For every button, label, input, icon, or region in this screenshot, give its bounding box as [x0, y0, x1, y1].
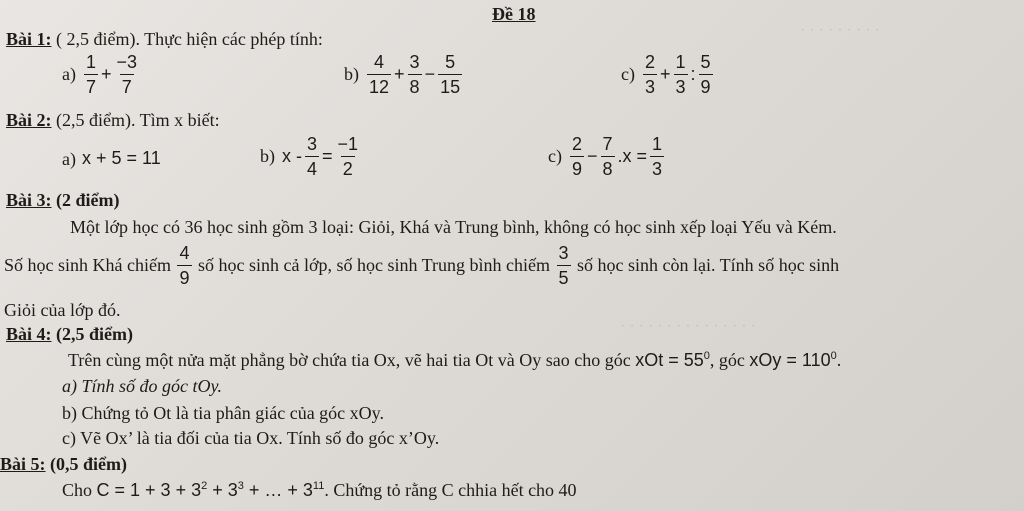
bai4-c: c) Vẽ Ox’ là tia đối của tia Ox. Tính số đo góc x’Oy.	[62, 428, 440, 448]
bai2-b: b) x - $\frac{3}{4}$ = $\frac{-1}{2}$	[260, 134, 359, 179]
fraction: $\frac{3}{4}$	[307, 134, 318, 179]
bai3-heading: Bài 3:	[6, 190, 52, 210]
bai3-desc: (2 điểm)	[51, 190, 120, 210]
bai1-heading: Bài 1:	[6, 29, 52, 49]
bai2-c-label: c)	[548, 146, 562, 166]
bai2-desc: (2,5 điểm). Tìm x biết:	[51, 110, 220, 130]
bai1-a: a) $\frac{1}{7}$ + $\frac{-3}{7}$	[62, 52, 138, 97]
bai5-line: Cho $C = 1 + 3 + 3^2 + 3^3$ + … + $3^{11}$. Chứng tỏ rằng C chhia hết cho 40	[62, 480, 577, 500]
fraction: $\frac{4}{12}$	[369, 52, 390, 97]
bai4-heading: Bài 4:	[6, 324, 52, 344]
bai3-line1: Một lớp học có 36 học sinh gồm 3 loại: Giỏi, Khá và Trung bình, không có học sinh xếp loại Yếu và Kém.	[70, 217, 837, 237]
bleed-text: · · · · · · · · ·	[800, 22, 880, 39]
bai2-a-label: a)	[62, 149, 76, 170]
bai2-b-label: b)	[260, 146, 275, 166]
bai3-line3: Giỏi của lớp đó.	[4, 300, 121, 320]
fraction: $\frac{-1}{2}$	[337, 134, 359, 179]
bai1-c: c) $\frac{2}{3}$ + $\frac{1}{3}$ : $\frac{5}{9}$	[621, 52, 711, 97]
fraction: $\frac{5}{9}$	[700, 52, 711, 97]
bai1-b: b) $\frac{4}{12}$ + $\frac{3}{8}$ − $\frac{5}{15}$	[344, 52, 461, 97]
bai3-line2: Số học sinh Khá chiếm $\frac{4}{9}$ số học sinh cả lớp, số học sinh Trung bình chiếm $\frac{3}{5}$ số học sinh còn lại. Tính số học sinh	[4, 243, 840, 288]
bai4-a: a) Tính số đo góc tOy.	[62, 376, 222, 396]
fraction: $\frac{-3}{7}$	[116, 52, 138, 97]
bai4-line1: Trên cùng một nửa mặt phẳng bờ chứa tia Ox, vẽ hai tia Ot và Oy sao cho góc xOt = $55^0$, góc xOy = $110^0$.	[68, 350, 842, 370]
bai1-c-label: c)	[621, 64, 635, 84]
bai2-c: c) $\frac{2}{9}$ − $\frac{7}{8}$ .x = $\frac{1}{3}$	[548, 134, 663, 179]
bai5-expression: $C = 1 + 3 + 3^2 + 3^3$ + … + $3^{11}$	[96, 480, 325, 500]
bai1-b-label: b)	[344, 64, 359, 84]
fraction: $\frac{2}{3}$	[644, 52, 655, 97]
angle-xoy: xOy = $110^0$	[749, 350, 837, 370]
bai1-a-label: a)	[62, 64, 76, 84]
bai2-header	[6, 110, 220, 131]
fraction: $\frac{1}{7}$	[85, 52, 96, 97]
fraction: $\frac{4}{9}$	[179, 243, 190, 288]
bai4-desc: (2,5 điểm)	[51, 324, 133, 344]
exam-title: Đề 18	[492, 4, 536, 24]
fraction: $\frac{3}{5}$	[558, 243, 569, 288]
angle-xot: xOt = $55^0$	[635, 350, 710, 370]
bai1-header	[6, 29, 323, 50]
fraction: $\frac{7}{8}$	[602, 134, 613, 179]
bai5-header	[0, 454, 127, 475]
bai5-heading: Bài 5:	[0, 454, 46, 474]
fraction: $\frac{5}{15}$	[440, 52, 461, 97]
bai4-b: b) Chứng tỏ Ot là tia phân giác của góc xOy.	[62, 403, 385, 423]
bai2-heading: Bài 2:	[6, 110, 52, 130]
bai2-a-expr: x + 5 = 11	[81, 148, 161, 168]
fraction: $\frac{3}{8}$	[409, 52, 420, 97]
bai1-desc: ( 2,5 điểm). Thực hiện các phép tính:	[51, 29, 323, 49]
bleed-text: · · · · · · · · · · · · · · ·	[620, 318, 756, 335]
fraction: $\frac{1}{3}$	[675, 52, 686, 97]
bai5-desc: (0,5 điểm)	[45, 454, 127, 474]
bai2-a	[62, 148, 161, 170]
fraction: $\frac{2}{9}$	[571, 134, 582, 179]
bai3-header	[6, 190, 120, 211]
fraction: $\frac{1}{3}$	[652, 134, 663, 179]
bai4-header	[6, 324, 133, 345]
